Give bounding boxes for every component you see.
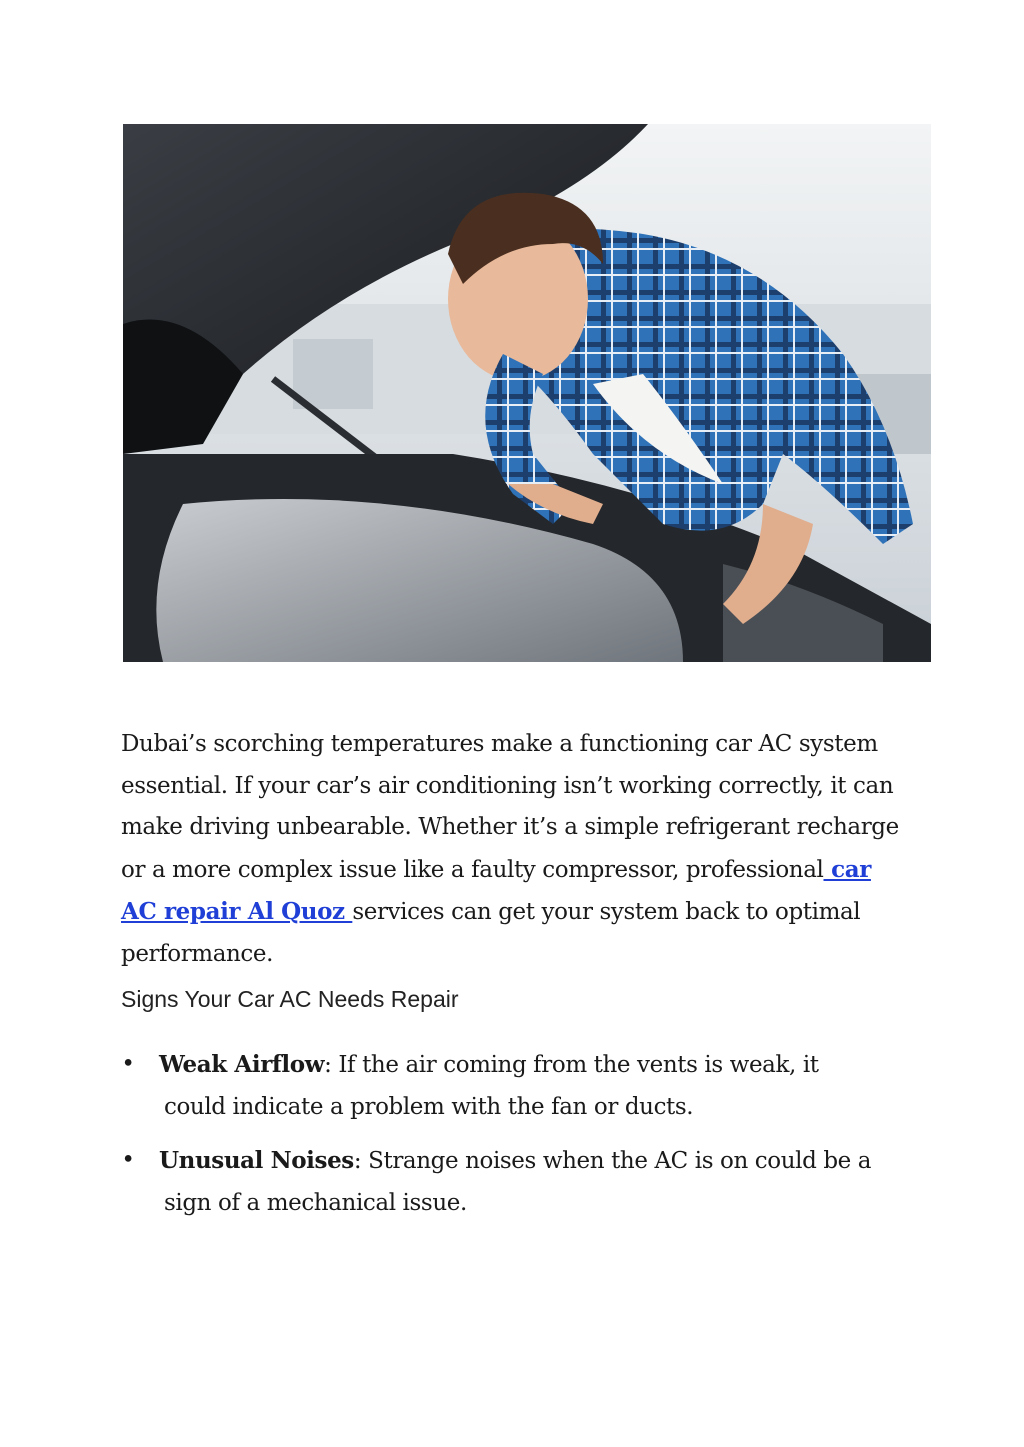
list-item [121, 1140, 921, 1224]
bullet-icon: • [121, 1147, 135, 1173]
intro-paragraph [121, 724, 911, 975]
list-item-text-continued: sign of a mechanical issue. [164, 1189, 467, 1216]
list-item-term: Unusual Noises [159, 1147, 354, 1174]
list-item [121, 1044, 921, 1128]
list-item-term: Weak Airflow [159, 1051, 325, 1078]
intro-text-after-link: services can get your system back to optimal performance. [121, 899, 861, 967]
bullet-icon: • [121, 1051, 135, 1077]
list-item-text: : If the air coming from the vents is weak, it [324, 1052, 819, 1078]
intro-text-before-link: Dubai’s scorching temperatures make a functioning car AC system essential. If your car’s air conditioning isn’t working correctly, it can make driving unbearable. Whether it’s a simple refrigerant recharge or a more complex issue like a faulty compressor, professional [121, 731, 899, 883]
signs-list [121, 1044, 921, 1236]
article-photo [123, 124, 931, 662]
list-item-text-continued: could indicate a problem with the fan or ducts. [164, 1093, 694, 1120]
section-heading: Signs Your Car AC Needs Repair [121, 986, 459, 1012]
list-item-text: : Strange noises when the AC is on could be a [353, 1148, 872, 1174]
mechanic-photo-illustration [123, 124, 931, 662]
car-ac-repair-link[interactable]: car AC repair Al Quoz [121, 855, 871, 925]
